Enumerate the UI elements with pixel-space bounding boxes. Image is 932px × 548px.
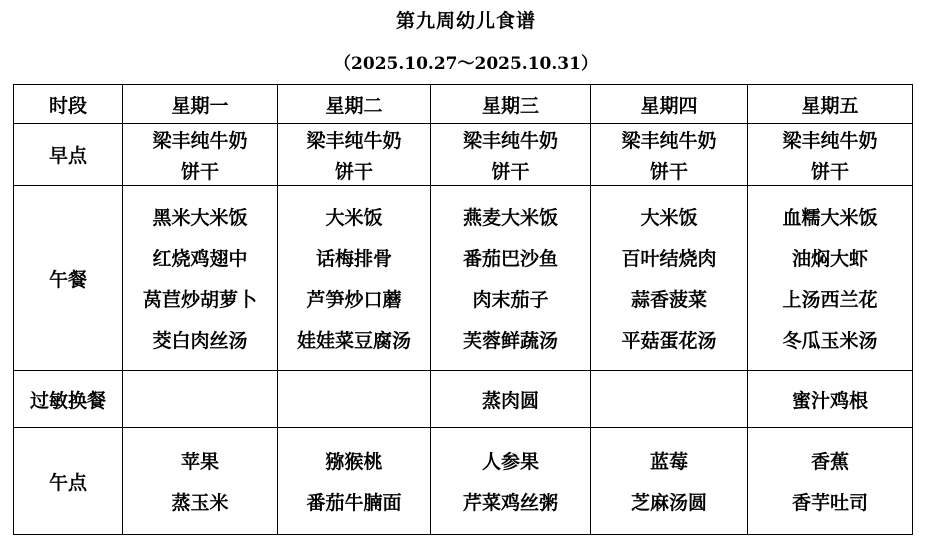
dish-item: 蒸玉米 bbox=[171, 492, 229, 514]
dish-item: 梁丰纯牛奶 bbox=[462, 129, 558, 152]
dish-item: 话梅排骨 bbox=[315, 248, 392, 270]
dish-item: 油焖大虾 bbox=[791, 248, 868, 270]
dish-item: 蒸肉圆 bbox=[481, 389, 539, 412]
dish-item: 人参果 bbox=[481, 451, 539, 473]
snack-thursday bbox=[591, 428, 748, 535]
dish-item: 血糯大米饭 bbox=[782, 207, 878, 229]
dish-item: 黑米大米饭 bbox=[152, 207, 248, 229]
afternoon-snack-row bbox=[14, 428, 913, 535]
corner-header: 时段 bbox=[14, 85, 123, 124]
weekly-menu-table bbox=[13, 84, 913, 535]
row-label-breakfast: 早点 bbox=[14, 124, 123, 186]
dish-item: 芹菜鸡丝粥 bbox=[462, 492, 558, 514]
dish-item: 芙蓉鲜蔬汤 bbox=[462, 330, 558, 352]
snack-wednesday bbox=[431, 428, 591, 535]
dish-item: 饼干 bbox=[334, 160, 373, 183]
dish-item: 大米饭 bbox=[325, 207, 383, 229]
dish-item: 冬瓜玉米汤 bbox=[782, 330, 878, 352]
dish-item: 蓝莓 bbox=[649, 451, 688, 473]
dish-item: 梁丰纯牛奶 bbox=[152, 129, 248, 152]
dish-item: 饼干 bbox=[810, 160, 849, 183]
allergy-substitute-row bbox=[14, 371, 913, 428]
dish-item: 饼干 bbox=[649, 160, 688, 183]
lunch-friday bbox=[748, 186, 913, 371]
day-header-monday: 星期一 bbox=[123, 85, 278, 124]
day-header-wednesday: 星期三 bbox=[431, 85, 591, 124]
allergy-thursday bbox=[591, 371, 748, 428]
allergy-tuesday bbox=[278, 371, 431, 428]
dish-item: 娃娃菜豆腐汤 bbox=[296, 330, 411, 352]
dish-item: 番茄牛腩面 bbox=[306, 492, 402, 514]
date-range: （2025.10.27～2025.10.31） bbox=[334, 54, 598, 74]
snack-friday bbox=[748, 428, 913, 535]
dish-item: 番茄巴沙鱼 bbox=[462, 248, 558, 270]
row-label-lunch: 午餐 bbox=[14, 186, 123, 371]
lunch-monday bbox=[123, 186, 278, 371]
breakfast-thursday bbox=[591, 124, 748, 186]
dish-item: 梁丰纯牛奶 bbox=[782, 129, 878, 152]
dish-item: 饼干 bbox=[491, 160, 530, 183]
dish-item: 莴苣炒胡萝卜 bbox=[142, 289, 257, 311]
breakfast-row bbox=[14, 124, 913, 186]
allergy-monday bbox=[123, 371, 278, 428]
dish-item: 平菇蛋花汤 bbox=[621, 330, 717, 352]
breakfast-monday bbox=[123, 124, 278, 186]
day-header-friday: 星期五 bbox=[748, 85, 913, 124]
lunch-tuesday bbox=[278, 186, 431, 371]
lunch-row bbox=[14, 186, 913, 371]
dish-item: 猕猴桃 bbox=[325, 451, 383, 473]
dish-item: 肉末茄子 bbox=[472, 289, 549, 311]
allergy-friday bbox=[748, 371, 913, 428]
dish-item: 百叶结烧肉 bbox=[621, 248, 717, 270]
dish-item: 红烧鸡翅中 bbox=[152, 248, 248, 270]
lunch-thursday bbox=[591, 186, 748, 371]
dish-item: 香蕉 bbox=[810, 451, 849, 473]
dish-item: 蜜汁鸡根 bbox=[791, 389, 868, 412]
breakfast-friday bbox=[748, 124, 913, 186]
dish-item: 梁丰纯牛奶 bbox=[621, 129, 717, 152]
header-row bbox=[14, 85, 913, 124]
breakfast-wednesday bbox=[431, 124, 591, 186]
allergy-wednesday bbox=[431, 371, 591, 428]
lunch-wednesday bbox=[431, 186, 591, 371]
dish-item: 饼干 bbox=[180, 160, 219, 183]
breakfast-tuesday bbox=[278, 124, 431, 186]
dish-item: 香芋吐司 bbox=[791, 492, 868, 514]
dish-item: 燕麦大米饭 bbox=[462, 207, 558, 229]
dish-item: 大米饭 bbox=[640, 207, 698, 229]
dish-item: 上汤西兰花 bbox=[782, 289, 878, 311]
dish-item: 茭白肉丝汤 bbox=[152, 330, 248, 352]
row-label-allergy: 过敏换餐 bbox=[14, 371, 123, 428]
dish-item: 芦笋炒口蘑 bbox=[306, 289, 402, 311]
day-header-tuesday: 星期二 bbox=[278, 85, 431, 124]
snack-monday bbox=[123, 428, 278, 535]
dish-item: 蒜香菠菜 bbox=[630, 289, 707, 311]
dish-item: 梁丰纯牛奶 bbox=[306, 129, 402, 152]
dish-item: 苹果 bbox=[180, 451, 219, 473]
menu-title: 第九周幼儿食谱 bbox=[395, 10, 536, 32]
dish-item: 芝麻汤圆 bbox=[630, 492, 707, 514]
snack-tuesday bbox=[278, 428, 431, 535]
day-header-thursday: 星期四 bbox=[591, 85, 748, 124]
row-label-snack: 午点 bbox=[14, 428, 123, 535]
